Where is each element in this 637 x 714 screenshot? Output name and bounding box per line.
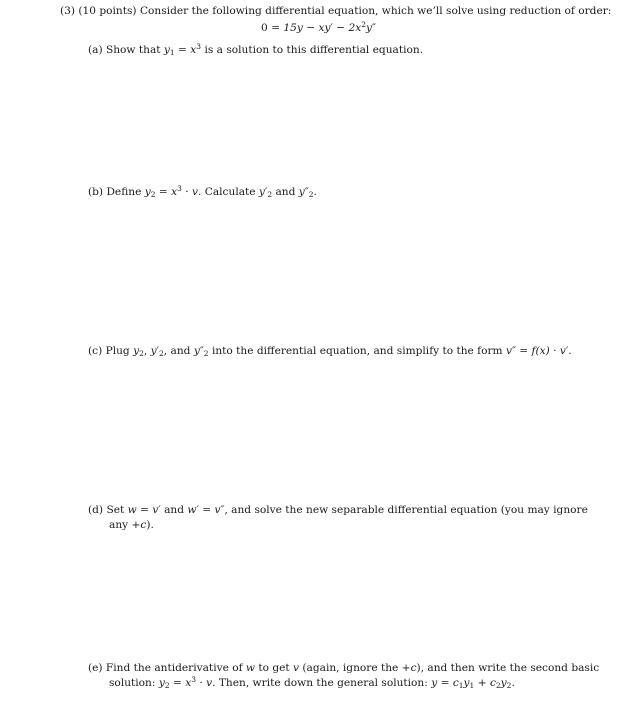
problem-header	[60, 5, 611, 18]
problem-number: (3)	[60, 5, 76, 17]
part-a-label: (a)	[88, 44, 103, 56]
part-d-continued: any +c).	[109, 519, 154, 531]
differential-equation: $0 = 15y - xy' - 2x^2y''$	[261, 20, 376, 34]
part-d: (d) Set w = v′ and w′ = v″, and solve the new separable differential equation (you may ignore	[88, 504, 588, 516]
part-a: (a) Show that $y_1 = x^3$ is a solution to this differential equation.	[88, 42, 424, 57]
part-b: (b) Define $y_2 = x^3 \cdot v$. Calculate $y'_2$ and $y''_2$.	[88, 184, 317, 199]
part-b-label: (b)	[88, 186, 104, 198]
part-d-label: (d)	[88, 504, 104, 516]
part-e-continued: solution: $y_2 = x^3 \cdot v$. Then, write down the general solution: $y = c_1y_1 + c_2y_2$.	[109, 675, 515, 690]
part-c: (c) Plug $y_2$, $y'_2$, and $y''_2$ into the differential equation, and simplify to the form v″ = f(x) · v′.	[88, 345, 572, 358]
part-c-label: (c)	[88, 345, 103, 357]
part-e-label: (e)	[88, 662, 103, 674]
part-e: (e) Find the antiderivative of w to get v (again, ignore the +c), and then write the second basic	[88, 662, 600, 674]
problem-intro: Consider the following differential equation, which we’ll solve using reduction of order:	[139, 5, 612, 17]
problem-points: (10 points)	[78, 5, 137, 17]
